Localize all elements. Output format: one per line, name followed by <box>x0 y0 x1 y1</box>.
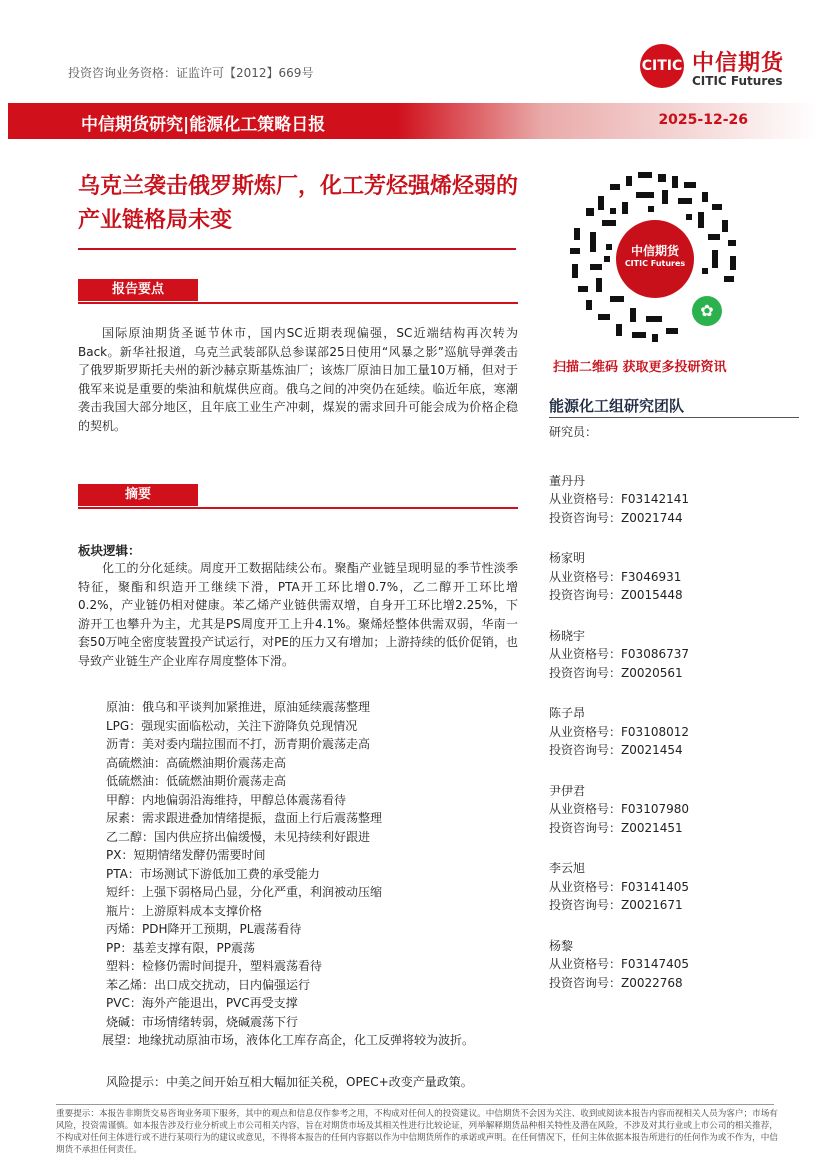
logo-chinese: 中信期货 <box>692 51 785 76</box>
license-text: 投资咨询业务资格：证监许可【2012】669号 <box>68 66 314 80</box>
report-banner <box>8 103 818 139</box>
consult-number: 投资咨询号：Z0021671 <box>549 898 683 912</box>
outlook-text: 展望：地缘扰动原油市场，液体化工库存高企，化工反弹将较为波折。 <box>102 1033 475 1047</box>
qr-center-en: CITIC Futures <box>624 259 686 268</box>
list-item: PVC：海外产能退出，PVC再受支撑 <box>106 996 298 1010</box>
practice-number: 从业资格号：F03147405 <box>549 957 689 971</box>
list-item: 乙二醇：国内供应挤出偏缓慢，未见持续利好跟进 <box>106 829 371 844</box>
analyst-entry <box>549 782 689 838</box>
role-label: 研究员： <box>549 425 598 439</box>
practice-number: 从业资格号：F03108012 <box>549 724 689 739</box>
qr-caption: 扫描二维码 获取更多投研资讯 <box>553 360 727 375</box>
report-points-label: 报告要点 <box>78 279 198 301</box>
analyst-name: 杨晓宇 <box>549 628 586 643</box>
citic-logo-icon: CITIC <box>640 44 684 88</box>
team-title: 能源化工组研究团队 <box>549 397 685 415</box>
practice-number: 从业资格号：F03141405 <box>549 879 689 894</box>
footer-divider <box>56 1104 774 1105</box>
analyst-entry <box>549 549 689 605</box>
qr-center-cn: 中信期货 <box>630 244 679 258</box>
banner-title: 中信期货研究|能源化工策略日报 <box>81 115 326 135</box>
qr-center-logo <box>616 220 694 298</box>
consult-number: 投资咨询号：Z0021454 <box>549 743 683 757</box>
list-item: 短纤：上强下弱格局凸显，分化严重，利润被动压缩 <box>106 885 383 899</box>
list-item: 苯乙烯：出口成交扰动，日内偏强运行 <box>106 977 311 992</box>
logic-label: 板块逻辑： <box>78 543 141 558</box>
list-item: PX：短期情绪发酵仍需要时间 <box>106 848 266 862</box>
list-item: LPG：强现实面临松动，关注下游降负兑现情况 <box>106 718 358 733</box>
practice-number: 从业资格号：F03086737 <box>549 647 689 661</box>
summary-tag <box>78 484 518 510</box>
list-item: 烧碱：市场情绪转弱，烧碱震荡下行 <box>106 1014 299 1029</box>
commodity-list <box>106 698 382 1031</box>
report-points-divider <box>78 302 518 304</box>
consult-number: 投资咨询号：Z0021451 <box>549 820 683 835</box>
list-item: 塑料：检修仍需时间提升，塑料震荡看待 <box>106 959 323 973</box>
team-list <box>549 423 689 992</box>
summary-label: 摘要 <box>78 484 198 506</box>
report-date: 2025-12-26 <box>658 112 748 128</box>
risk-text: 风险提示：中美之间开始互相大幅加征关税，OPEC+改变产量政策。 <box>106 1075 473 1089</box>
consult-number: 投资咨询号：Z0020561 <box>549 665 683 680</box>
logic-text: 化工的分化延续。周度开工数据陆续公布。聚酯产业链呈现明显的季节性淡季特征，聚酯和织造开工继续下滑，PTA开工环比增0.7%，乙二醇开工环比增0.2%，产业链仍相对健康。苯乙烯产业链供需双增，自身开工环比增2.25%，下游开工也攀升为主，尤其是PS周度开工上升4.1%。聚烯烃整体供需双弱，华南一套50万吨全密度装置投产试运行，对PE的压力又有增加；上游持续的低价促销，也导致产业链生产企业库存周度整体下滑。 <box>78 561 518 668</box>
practice-number: 从业资格号：F3046931 <box>549 569 682 584</box>
analyst-name: 陈子昂 <box>549 706 586 720</box>
analyst-entry <box>549 627 689 683</box>
report-points-text: 国际原油期货圣诞节休市，国内SC近期表现偏强，SC近端结构再次转为Back。新华社报道，乌克兰武装部队总参谋部25日使用“风暴之影”巡航导弹袭击了俄罗斯罗斯托夫州的新沙赫京斯基炼油厂；该炼厂原油日加工量10万桶，但对于俄军来说是重要的柴油和航煤供应商。俄乌之间的冲突仍在延续。临近年底，寒潮袭击我国大部分地区，且年底工业生产冲刺，煤炭的需求回升可能会成为价格企稳的契机。 <box>78 326 518 433</box>
list-item: 丙烯：PDH降开工预期，PL震荡看待 <box>106 922 302 936</box>
consult-number: 投资咨询号：Z0022768 <box>549 975 683 990</box>
headline-divider <box>78 248 516 250</box>
headline: 乌克兰袭击俄罗斯炼厂，化工芳烃强烯烃弱的产业链格局未变 <box>78 174 519 233</box>
list-item: PP：基差支撑有限，PP震荡 <box>106 940 255 955</box>
list-item: 原油：俄乌和平谈判加紧推进，原油延续震荡整理 <box>106 700 371 714</box>
logo-english: CITIC Futures <box>692 74 783 88</box>
analyst-name: 杨家明 <box>549 551 586 565</box>
analyst-entry <box>549 937 689 993</box>
disclaimer: 重要提示：本报告非期货交易咨询业务项下服务，其中的观点和信息仅作参考之用，不构成对任何人的投资建议。中信期货不会因为关注、收到或阅读本报告内容而视相关人员为客户；市场有风险，投资需谨慎。如本报告涉及行业分析或上市公司相关内容，旨在对期货市场及其相关性进行比较论证，列举解释期货品种相关特性及潜在风险，不涉及对其行业或上市公司的相关推荐，不构成对任何主体进行或不进行某项行为的建议或意见，不得将本报告的任何内容据以作为中信期货所作的承诺或声明。在任何情况下，任何主体依据本报告所进行的任何作为或不作为，中信期货不承担任何责任。 <box>56 1109 778 1155</box>
list-item: 瓶片：上游原料成本支撑价格 <box>106 903 263 918</box>
list-item: 高硫燃油：高硫燃油期价震荡走高 <box>106 755 287 770</box>
analyst-name: 李云旭 <box>549 861 586 875</box>
qr-code[interactable] <box>566 168 746 348</box>
list-item: 沥青：美对委内瑞拉围而不打，沥青期价震荡走高 <box>106 737 371 751</box>
analyst-name: 杨黎 <box>549 938 574 953</box>
report-points-tag <box>78 279 518 305</box>
consult-number: 投资咨询号：Z0015448 <box>549 588 683 602</box>
summary-divider <box>78 507 518 509</box>
list-item: 低硫燃油：低硫燃油期价震荡走高 <box>106 774 287 788</box>
analyst-name: 董丹丹 <box>549 473 586 488</box>
team-divider <box>549 417 799 418</box>
mini-program-icon: ✿ <box>692 296 722 326</box>
consult-number: 投资咨询号：Z0021744 <box>549 510 683 525</box>
analyst-name: 尹伊君 <box>549 783 586 798</box>
list-item: 尿素：需求跟进叠加情绪提振，盘面上行后震荡整理 <box>106 811 383 825</box>
analyst-entry <box>549 472 689 528</box>
company-logo <box>640 44 805 94</box>
practice-number: 从业资格号：F03107980 <box>549 802 689 816</box>
practice-number: 从业资格号：F03142141 <box>549 492 689 506</box>
analyst-entry <box>549 859 689 915</box>
analyst-entry <box>549 704 689 760</box>
list-item: PTA：市场测试下游低加工费的承受能力 <box>106 866 320 881</box>
list-item: 甲醇：内地偏弱沿海维持，甲醇总体震荡看待 <box>106 792 347 807</box>
